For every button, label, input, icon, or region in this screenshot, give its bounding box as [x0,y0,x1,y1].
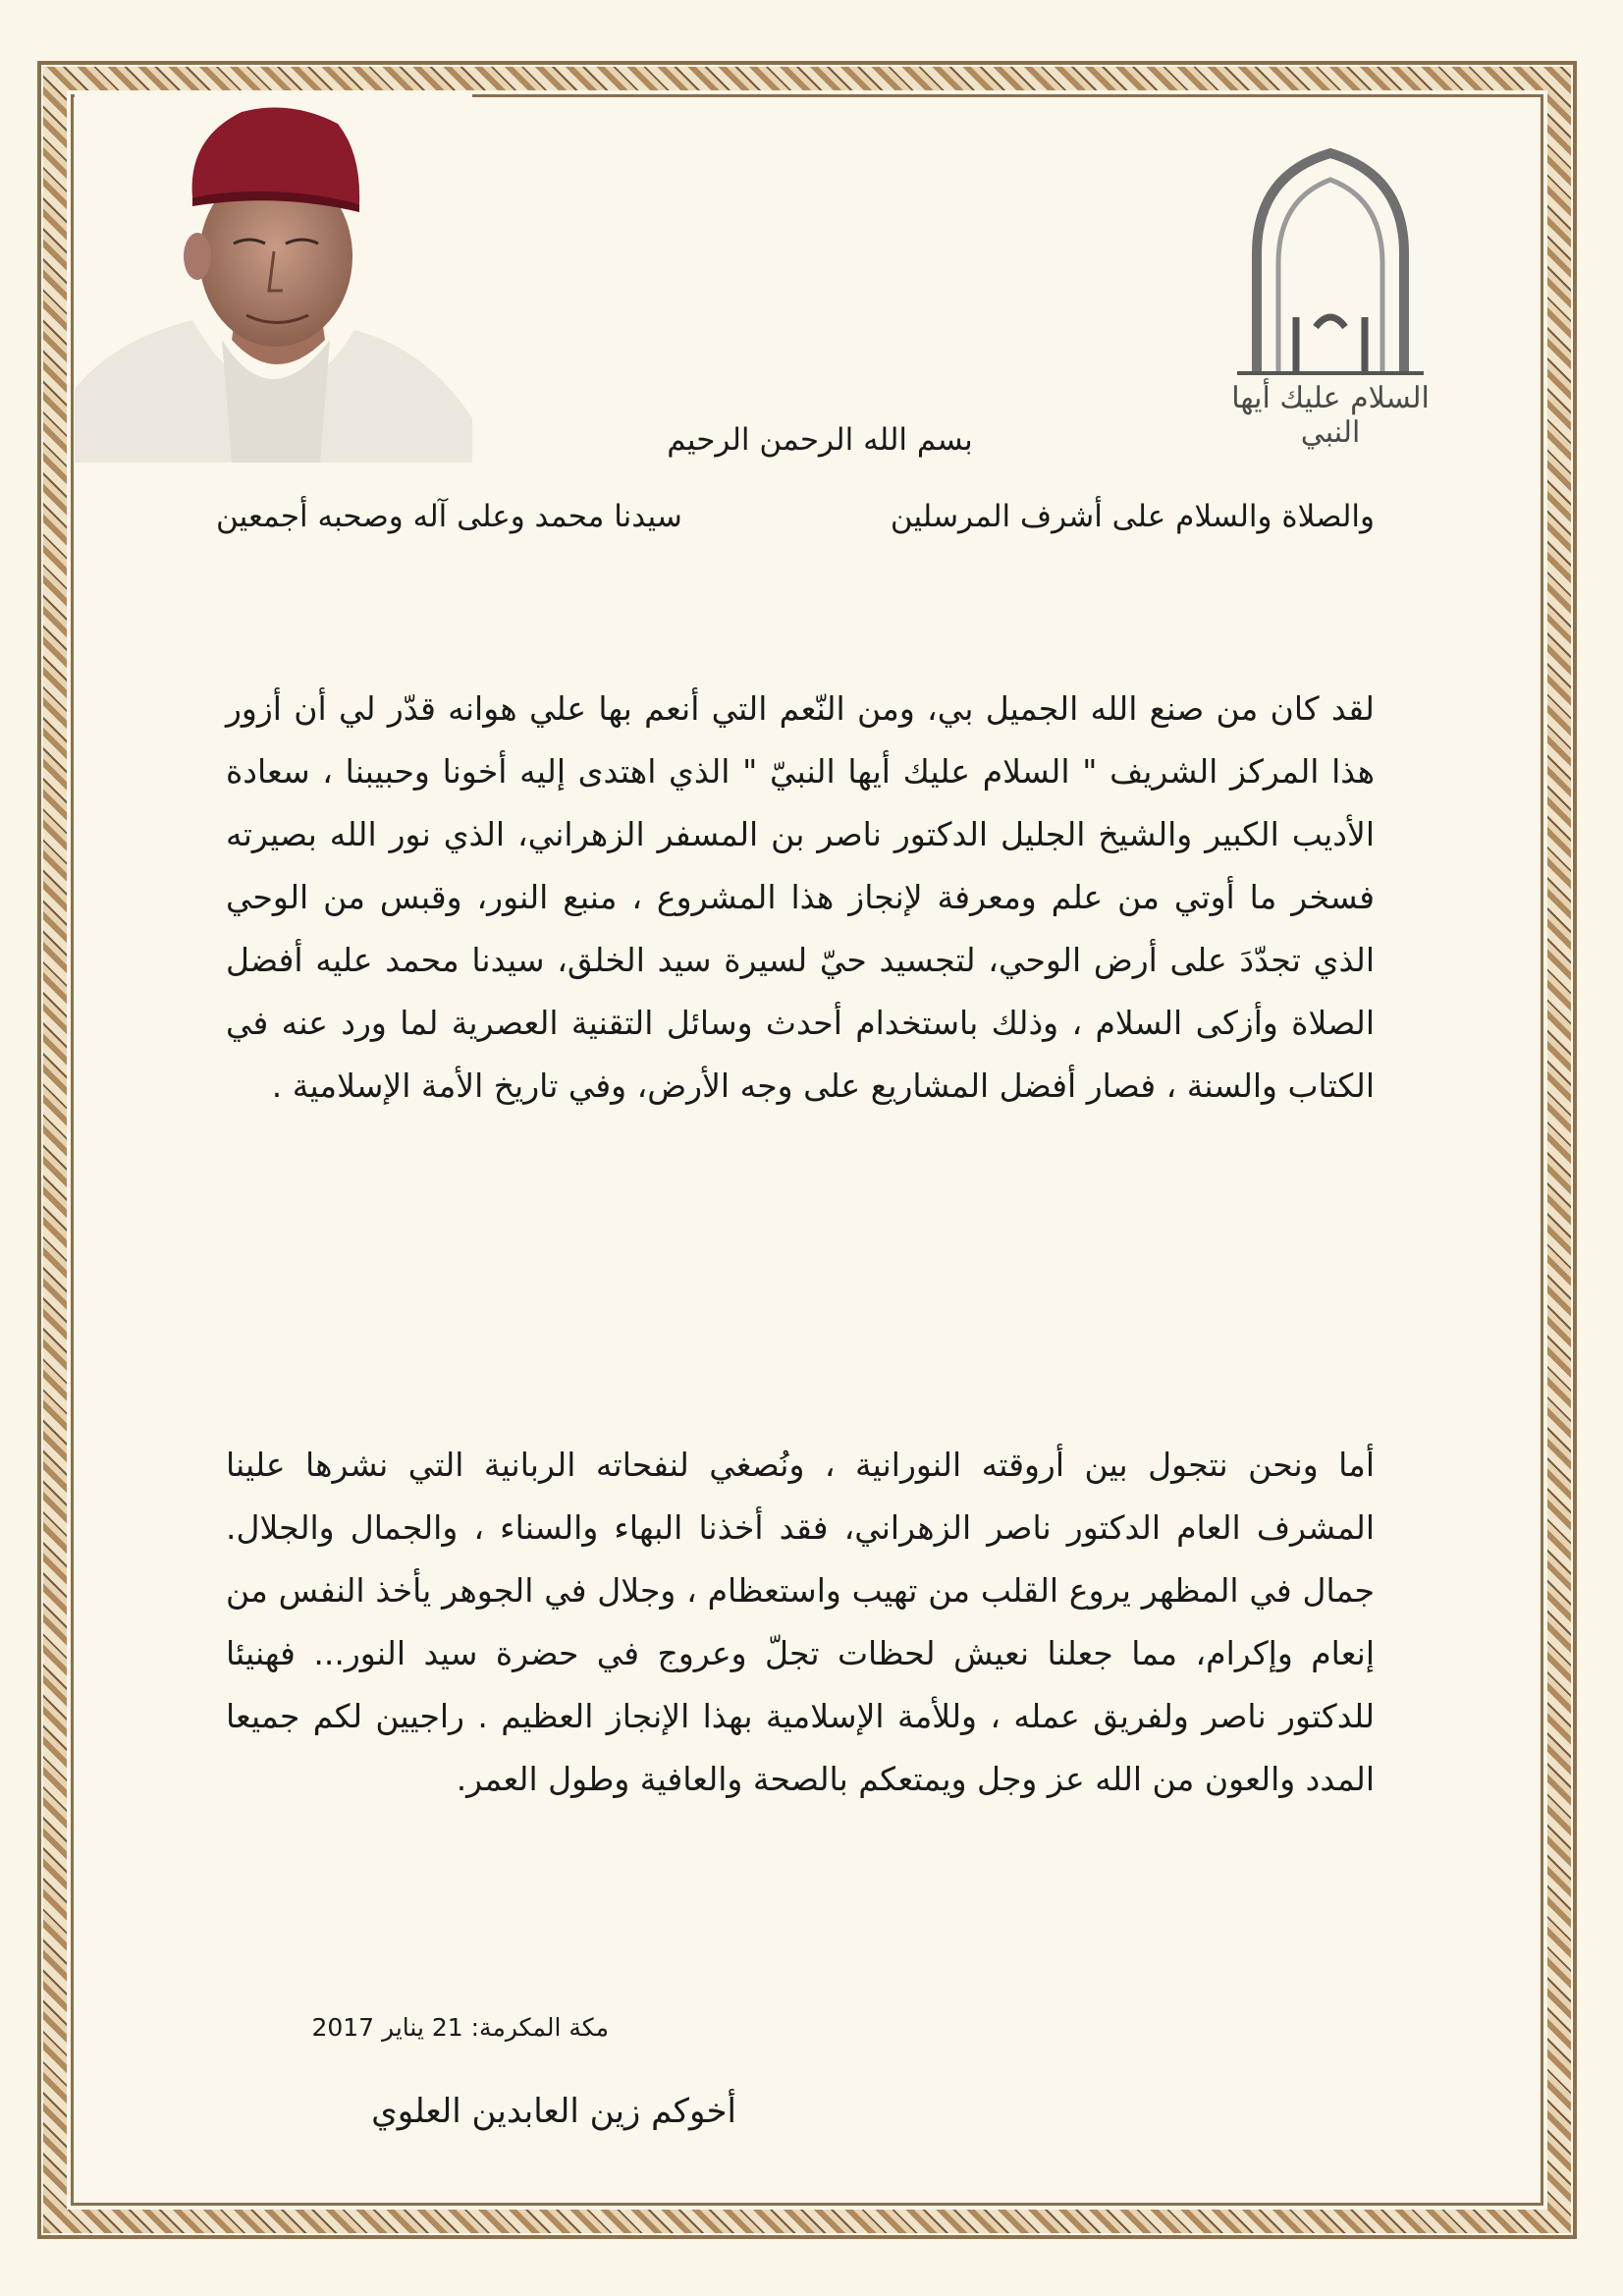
salutation-line [216,499,1375,534]
logo-caption: السلام عليك أيها النبي [1231,381,1430,450]
basmala: بسم الله الرحمن الرحيم [667,422,973,458]
salutation-left: سيدنا محمد وعلى آله وصحبه أجمعين [216,499,682,534]
signature: أخوكم زين العابدين العلوي [371,2092,736,2131]
body-paragraph-1: لقد كان من صنع الله الجميل بي، ومن النّعم التي أنعم بها علي هوانه قدّر لي أن أزور هذا المركز الشريف " السلام عليك أيها النبيّ " الذي اهتدى إليه أخونا وحبيبنا ، سعادة الأديب الكبير والشيخ الجليل الدكتور ناصر بن المسفر الزهراني، الذي نور الله بصيرته فسخر ما أوتي من علم ومعرفة لإنجاز هذا المشروع ، منبع النور، وقبس من الوحي الذي تجدّدَ على أرض الوحي، لتجسيد حيّ لسيرة سيد الخلق، سيدنا محمد عليه أفضل الصلاة وأزكى السلام ، وذلك باستخدام أحدث وسائل التقنية العصرية لما ورد عنه في الكتاب والسنة ، فصار أفضل المشاريع على وجه الأرض، وفي تاريخ الأمة الإسلامية . [226,689,1375,1105]
body-paragraph-2: أما ونحن نتجول بين أروقته النورانية ، ونُصغي لنفحاته الربانية التي نشرها علينا المشرف العام الدكتور ناصر الزهراني، فقد أخذنا البهاء والسناء ، والجمال والجلال. جمال في المظهر يروع القلب من تهيب واستعظام ، وجلال في الجوهر يأخذ النفس من إنعام وإكرام، مما جعلنا نعيش لحظات تجلّ وعروج في حضرة سيد النور... فهنيئا للدكتور ناصر ولفريق عمله ، وللأمة الإسلامية بهذا الإنجاز العظيم . راجيين لكم جميعا المدد والعون من الله عز وجل ويمتعكم بالصحة والعافية وطول العمر. [226,1446,1375,1798]
date-line: مكة المكرمة: 21 يناير 2017 [311,2013,609,2042]
salutation-right: والصلاة والسلام على أشرف المرسلين [890,499,1375,534]
portrait-photo [75,94,472,463]
